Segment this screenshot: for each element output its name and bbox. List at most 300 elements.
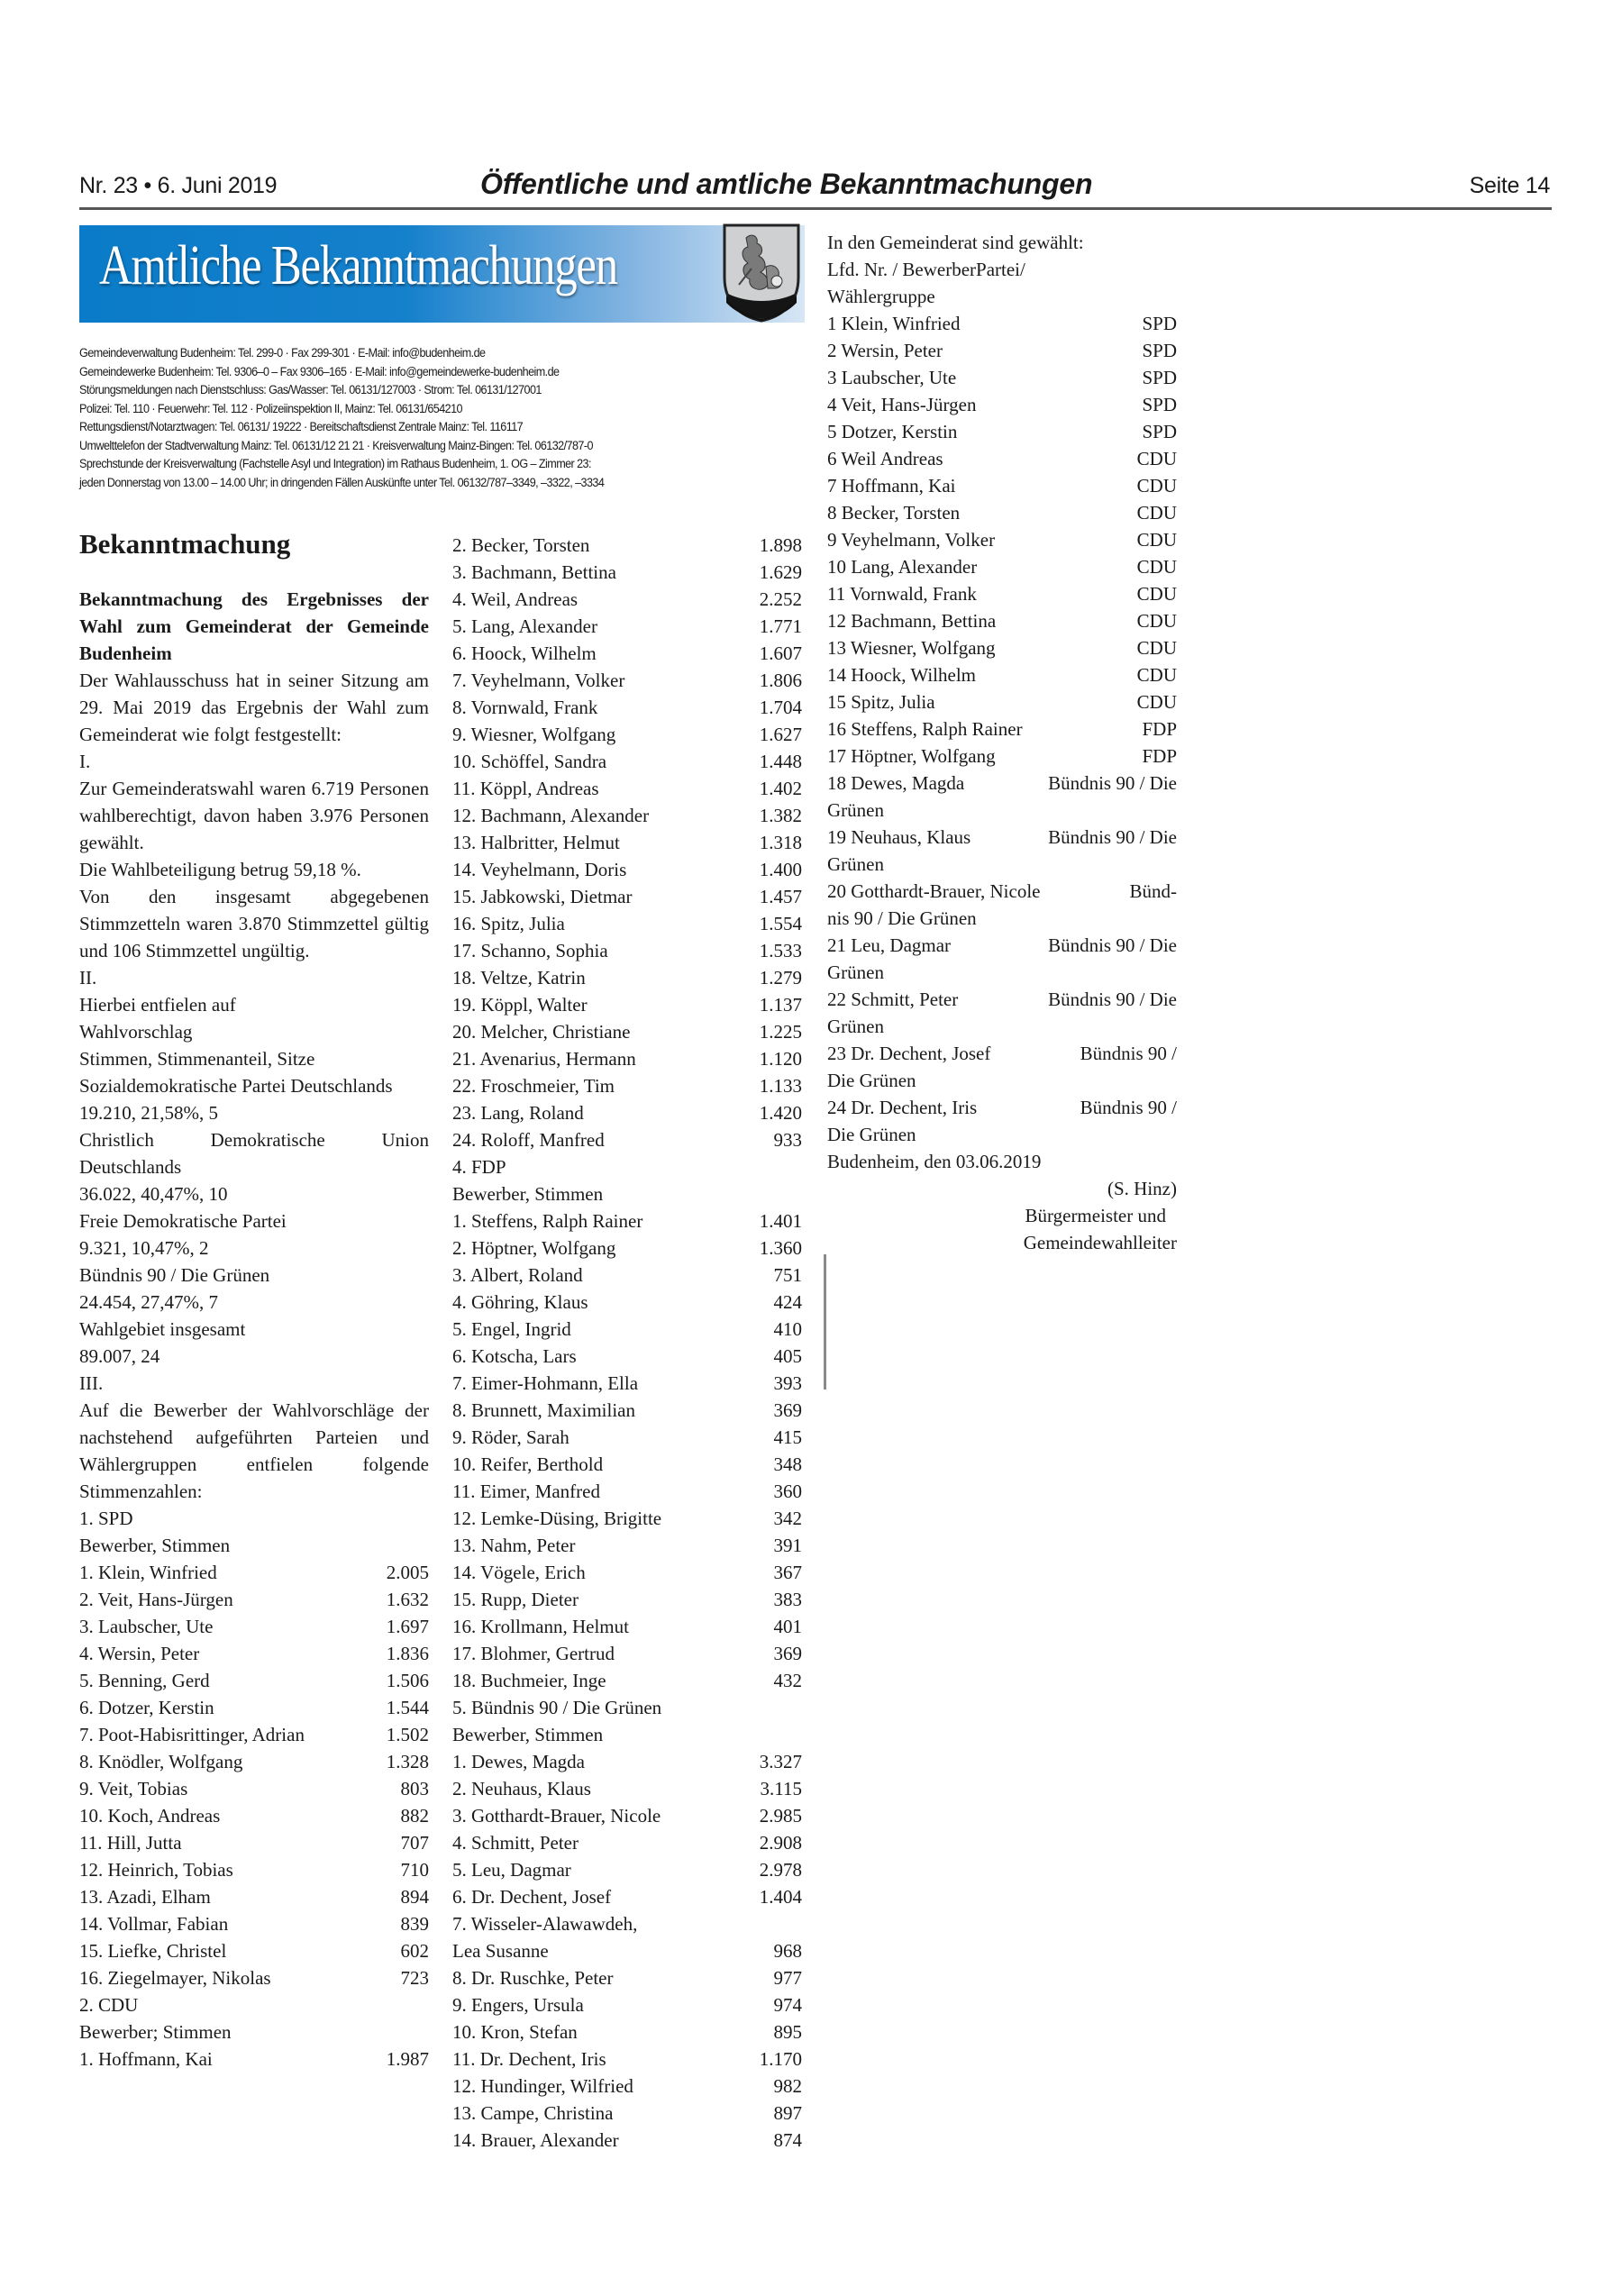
candidate-votes: 1.836 bbox=[386, 1643, 429, 1664]
elected-party: FDP bbox=[1142, 718, 1177, 740]
elected-name: 16 Steffens, Ralph Rainer bbox=[827, 718, 1023, 740]
candidate-votes: 803 bbox=[400, 1778, 429, 1799]
elected-list-gruene bbox=[827, 770, 1177, 1148]
candidate-row bbox=[452, 1451, 802, 1478]
candidate-votes: 1.502 bbox=[386, 1724, 429, 1745]
candidate-row bbox=[452, 640, 802, 667]
candidate-row bbox=[79, 1694, 429, 1721]
candidate-votes: 1.382 bbox=[759, 805, 802, 826]
candidate-votes: 1.987 bbox=[386, 2048, 429, 2070]
candidate-row bbox=[452, 1262, 802, 1289]
candidate-name: 13. Halbritter, Helmut bbox=[452, 832, 620, 853]
candidate-name: 4. Wersin, Peter bbox=[79, 1643, 200, 1664]
candidate-row bbox=[452, 1559, 802, 1586]
candidate-row bbox=[452, 1856, 802, 1883]
candidate-row bbox=[79, 1640, 429, 1667]
elected-party: CDU bbox=[1136, 529, 1177, 551]
candidate-name: 4. Weil, Andreas bbox=[452, 588, 579, 610]
candidate-name: 11. Eimer, Manfred bbox=[452, 1481, 600, 1502]
article-subheading: Bekanntmachung des Ergebnisses der Wahl zum Gemeinderat der Gemeinde Budenheim bbox=[79, 588, 429, 664]
candidate-row bbox=[79, 1829, 429, 1856]
candidate-row bbox=[79, 1613, 429, 1640]
section-2-label: II. bbox=[79, 967, 97, 989]
list-title: 4. FDP bbox=[452, 1156, 506, 1178]
candidate-votes: 1.420 bbox=[759, 1102, 802, 1124]
candidate-votes: 874 bbox=[773, 2129, 802, 2151]
candidate-row bbox=[79, 1721, 429, 1748]
candidate-votes: 710 bbox=[400, 1859, 429, 1881]
candidate-row bbox=[79, 1910, 429, 1937]
candidate-row bbox=[452, 802, 802, 829]
candidate-name: 17. Schanno, Sophia bbox=[452, 940, 608, 961]
candidate-row bbox=[79, 1937, 429, 1964]
article-intro: Der Wahlausschuss hat in seiner Sitzung am 29. Mai 2019 das Ergebnis der Wahl zum Gemeinderat wie folgt festgestellt: bbox=[79, 670, 429, 745]
section-3-label: III. bbox=[79, 1372, 104, 1394]
candidate-votes: 1.627 bbox=[759, 724, 802, 745]
candidate-name: 7. Eimer-Hohmann, Ella bbox=[452, 1372, 639, 1394]
candidate-row bbox=[452, 1207, 802, 1235]
elected-row bbox=[827, 715, 1177, 743]
party-name: Freie Demokratische Partei bbox=[79, 1210, 287, 1232]
elected-name: 18 Dewes, Magda bbox=[827, 772, 965, 794]
contact-line: Sprechstunde der Kreisverwaltung (Fachstelle Asyl und Integration) im Rathaus Budenheim, 1. OG – Zimmer 23: bbox=[79, 457, 591, 470]
candidate-name: 13. Campe, Christina bbox=[452, 2102, 614, 2124]
candidate-votes: 2.908 bbox=[759, 1832, 802, 1854]
candidate-name: 9. Röder, Sarah bbox=[452, 1426, 570, 1448]
candidate-row bbox=[452, 1397, 802, 1424]
elected-party-cont: Grünen bbox=[827, 961, 884, 983]
candidate-name: 22. Froschmeier, Tim bbox=[452, 1075, 615, 1097]
ballots-text: Von den insgesamt abgegebenen Stimmzetteln waren 3.870 Stimmzettel gültig und 106 Stimmzettel ungültig. bbox=[79, 886, 429, 961]
candidate-votes: 3.327 bbox=[759, 1751, 802, 1772]
candidate-votes: 367 bbox=[773, 1562, 802, 1583]
candidate-list-fdp bbox=[452, 1153, 802, 1694]
contact-line: Rettungsdienst/Notarztwagen: Tel. 06131/ 19222 · Bereitschaftsdienst Zentrale Mainz: Tel. 116117 bbox=[79, 420, 524, 433]
candidate-votes: 2.005 bbox=[386, 1562, 429, 1583]
candidate-name: 3. Laubscher, Ute bbox=[79, 1616, 214, 1637]
candidate-name: 15. Rupp, Dieter bbox=[452, 1589, 579, 1610]
candidate-row bbox=[452, 2045, 802, 2073]
elected-party: Bündnis 90 / bbox=[1080, 1043, 1177, 1064]
list-title: 1. SPD bbox=[79, 1508, 133, 1529]
candidate-votes: 1.704 bbox=[759, 697, 802, 718]
candidate-name: 3. Bachmann, Bettina bbox=[452, 561, 616, 583]
candidate-votes: 894 bbox=[400, 1886, 429, 1908]
candidate-votes: 1.544 bbox=[386, 1697, 429, 1718]
party-result bbox=[79, 1072, 429, 1126]
banner-title: Amtliche Bekanntmachungen bbox=[99, 235, 617, 296]
elected-row bbox=[827, 607, 1177, 634]
elected-row bbox=[827, 824, 1177, 851]
candidate-row bbox=[452, 1343, 802, 1370]
candidate-votes: 1.629 bbox=[759, 561, 802, 583]
candidate-row bbox=[452, 775, 802, 802]
candidate-name: 1. Dewes, Magda bbox=[452, 1751, 585, 1772]
elected-name: 23 Dr. Dechent, Josef bbox=[827, 1043, 991, 1064]
elected-name: 6 Weil Andreas bbox=[827, 448, 943, 469]
contact-info bbox=[79, 344, 800, 492]
elected-name: 9 Veyhelmann, Volker bbox=[827, 529, 996, 551]
candidate-name: 2. Veit, Hans-Jürgen bbox=[79, 1589, 233, 1610]
candidate-row bbox=[79, 1883, 429, 1910]
candidate-row bbox=[452, 2127, 802, 2154]
candidate-votes: 415 bbox=[773, 1426, 802, 1448]
candidate-votes: 1.120 bbox=[759, 1048, 802, 1070]
party-result bbox=[79, 1126, 429, 1207]
elected-party: SPD bbox=[1142, 313, 1177, 334]
elected-party: CDU bbox=[1136, 691, 1177, 713]
candidate-name: 10. Reifer, Berthold bbox=[452, 1453, 604, 1475]
elected-name: 3 Laubscher, Ute bbox=[827, 367, 957, 388]
candidate-votes: 1.806 bbox=[759, 670, 802, 691]
candidate-name: 16. Spitz, Julia bbox=[452, 913, 565, 934]
candidate-list-spd bbox=[79, 1505, 429, 1991]
candidate-votes: 1.170 bbox=[759, 2048, 802, 2070]
candidate-name: 12. Lemke-Düsing, Brigitte bbox=[452, 1508, 662, 1529]
elected-party: Bündnis 90 / bbox=[1080, 1097, 1177, 1118]
elected-name: 11 Vornwald, Frank bbox=[827, 583, 977, 605]
candidate-name: 17. Blohmer, Gertrud bbox=[452, 1643, 615, 1664]
article-heading: Bekanntmachung bbox=[79, 528, 291, 560]
candidate-votes: 1.225 bbox=[759, 1021, 802, 1043]
candidate-name: 4. Göhring, Klaus bbox=[452, 1291, 588, 1313]
candidate-row bbox=[452, 1018, 802, 1045]
candidate-row bbox=[452, 1478, 802, 1505]
candidate-votes: 1.533 bbox=[759, 940, 802, 961]
elected-party: CDU bbox=[1136, 475, 1177, 497]
candidate-name: 16. Ziegelmayer, Nikolas bbox=[79, 1967, 271, 1989]
candidate-votes: 839 bbox=[400, 1913, 429, 1935]
elected-name: 10 Lang, Alexander bbox=[827, 556, 978, 578]
elected-row bbox=[827, 743, 1177, 770]
candidate-votes: 1.554 bbox=[759, 913, 802, 934]
candidate-name: 8. Knödler, Wolfgang bbox=[79, 1751, 243, 1772]
candidate-votes: 1.697 bbox=[386, 1616, 429, 1637]
candidate-list-cdu-cont bbox=[452, 532, 802, 1153]
elected-name: 7 Hoffmann, Kai bbox=[827, 475, 956, 497]
elected-party: CDU bbox=[1136, 610, 1177, 632]
elected-name: 2 Wersin, Peter bbox=[827, 340, 943, 361]
elected-row bbox=[827, 878, 1177, 905]
candidate-name: 3. Albert, Roland bbox=[452, 1264, 583, 1286]
candidate-row bbox=[452, 1045, 802, 1072]
candidate-votes: 707 bbox=[400, 1832, 429, 1854]
list-title: 5. Bündnis 90 / Die Grünen bbox=[452, 1697, 662, 1718]
candidate-row bbox=[452, 2073, 802, 2100]
candidate-votes: 1.607 bbox=[759, 642, 802, 664]
elected-name: 15 Spitz, Julia bbox=[827, 691, 935, 713]
elected-name: 19 Neuhaus, Klaus bbox=[827, 826, 971, 848]
elected-party: CDU bbox=[1136, 556, 1177, 578]
candidate-votes: 968 bbox=[773, 1940, 802, 1962]
candidate-name: 23. Lang, Roland bbox=[452, 1102, 584, 1124]
candidate-row bbox=[452, 1289, 802, 1316]
elected-party: Bündnis 90 / Die bbox=[1048, 989, 1177, 1010]
elected-name: 24 Dr. Dechent, Iris bbox=[827, 1097, 978, 1118]
candidate-votes: 369 bbox=[773, 1399, 802, 1421]
candidate-votes: 1.328 bbox=[386, 1751, 429, 1772]
party-name: Sozialdemokratische Partei Deutschlands bbox=[79, 1075, 393, 1097]
elected-name: 22 Schmitt, Peter bbox=[827, 989, 959, 1010]
elected-party-cont: Grünen bbox=[827, 853, 884, 875]
candidate-name: 2. Neuhaus, Klaus bbox=[452, 1778, 591, 1799]
candidate-row bbox=[452, 1775, 802, 1802]
candidate-name: 5. Benning, Gerd bbox=[79, 1670, 210, 1691]
candidate-name: 10. Kron, Stefan bbox=[452, 2021, 578, 2043]
candidate-name: 2. Becker, Torsten bbox=[452, 534, 590, 556]
candidate-name: 13. Azadi, Elham bbox=[79, 1886, 211, 1908]
elected-party: CDU bbox=[1136, 637, 1177, 659]
section-1-label: I. bbox=[79, 751, 91, 772]
candidate-votes: 360 bbox=[773, 1481, 802, 1502]
candidate-row bbox=[452, 2100, 802, 2127]
candidate-row bbox=[452, 937, 802, 964]
candidate-name: 1. Steffens, Ralph Rainer bbox=[452, 1210, 643, 1232]
candidate-name: 12. Hundinger, Wilfried bbox=[452, 2075, 633, 2097]
candidate-row bbox=[452, 1613, 802, 1640]
turnout-text: Die Wahlbeteiligung betrug 59,18 %. bbox=[79, 859, 361, 880]
total-label: Wahlgebiet insgesamt bbox=[79, 1318, 246, 1340]
candidate-name: 18. Buchmeier, Inge bbox=[452, 1670, 606, 1691]
candidate-row bbox=[79, 1748, 429, 1775]
candidate-votes: 2.978 bbox=[759, 1859, 802, 1881]
candidate-votes: 897 bbox=[773, 2102, 802, 2124]
candidate-votes: 1.404 bbox=[759, 1886, 802, 1908]
candidate-votes: 1.137 bbox=[759, 994, 802, 1016]
signatory-role-2: Gemeindewahlleiter bbox=[1023, 1232, 1177, 1253]
candidate-name: 7. Poot-Habisrittinger, Adrian bbox=[79, 1724, 305, 1745]
candidate-votes: 982 bbox=[773, 2075, 802, 2097]
candidate-name: 21. Avenarius, Hermann bbox=[452, 1048, 636, 1070]
candidate-row bbox=[452, 1424, 802, 1451]
elected-row bbox=[827, 932, 1177, 959]
elected-row bbox=[827, 499, 1177, 526]
candidate-row bbox=[452, 532, 802, 559]
candidate-name: 1. Klein, Winfried bbox=[79, 1562, 217, 1583]
candidate-name: 15. Jabkowski, Dietmar bbox=[452, 886, 633, 907]
elected-list bbox=[827, 310, 1177, 770]
candidate-list-gruene bbox=[452, 1694, 802, 2154]
elected-name: 1 Klein, Winfried bbox=[827, 313, 961, 334]
elected-name: 13 Wiesner, Wolfgang bbox=[827, 637, 996, 659]
candidate-votes: 342 bbox=[773, 1508, 802, 1529]
elected-header-2: Wählergruppe bbox=[827, 286, 935, 307]
elected-party-cont: Die Grünen bbox=[827, 1070, 916, 1091]
candidate-name: 3. Gotthardt-Brauer, Nicole bbox=[452, 1805, 661, 1827]
candidate-name: 8. Dr. Ruschke, Peter bbox=[452, 1967, 614, 1989]
candidate-row bbox=[452, 1235, 802, 1262]
elected-party: Bündnis 90 / Die bbox=[1048, 934, 1177, 956]
candidate-row bbox=[452, 1883, 802, 1910]
list-header: Bewerber; Stimmen bbox=[79, 2021, 232, 2043]
candidate-votes: 1.360 bbox=[759, 1237, 802, 1259]
elected-party: Bündnis 90 / Die bbox=[1048, 772, 1177, 794]
issue-date: Nr. 23 • 6. Juni 2019 bbox=[79, 173, 278, 198]
candidate-row bbox=[452, 1829, 802, 1856]
candidate-row bbox=[452, 613, 802, 640]
column-3 bbox=[827, 229, 1177, 1256]
candidate-row bbox=[452, 991, 802, 1018]
party-votes: 19.210, 21,58%, 5 bbox=[79, 1102, 218, 1124]
candidate-name: 9. Wiesner, Wolfgang bbox=[452, 724, 616, 745]
candidate-name: 6. Dr. Dechent, Josef bbox=[452, 1886, 612, 1908]
column-2 bbox=[452, 532, 802, 2154]
elected-party-cont: Die Grünen bbox=[827, 1124, 916, 1145]
elected-row bbox=[827, 472, 1177, 499]
elected-row bbox=[827, 770, 1177, 797]
party-name: Christlich Demokratische Union Deutschlands bbox=[79, 1129, 429, 1178]
elected-row bbox=[827, 634, 1177, 661]
contact-line: Gemeindeverwaltung Budenheim: Tel. 299-0 · Fax 299-301 · E-Mail: info@budenheim.de bbox=[79, 346, 486, 360]
candidate-votes: 3.115 bbox=[760, 1778, 802, 1799]
elected-row bbox=[827, 661, 1177, 688]
elected-row bbox=[827, 445, 1177, 472]
candidate-votes: 974 bbox=[773, 1994, 802, 2016]
elected-row bbox=[827, 418, 1177, 445]
candidate-name: 10. Koch, Andreas bbox=[79, 1805, 221, 1827]
candidate-votes: 410 bbox=[773, 1318, 802, 1340]
candidate-row bbox=[452, 1099, 802, 1126]
candidate-name: 13. Nahm, Peter bbox=[452, 1535, 576, 1556]
candidate-row bbox=[452, 964, 802, 991]
eligibility-text: Zur Gemeinderatswahl waren 6.719 Personen wahlberechtigt, davon haben 3.976 Personen gewählt. bbox=[79, 778, 429, 853]
candidate-row bbox=[452, 694, 802, 721]
candidate-name: 14. Vollmar, Fabian bbox=[79, 1913, 229, 1935]
candidate-votes: 2.985 bbox=[759, 1805, 802, 1827]
candidate-name: 7. Wisseler-Alawawdeh, bbox=[452, 1913, 638, 1935]
candidate-name: 9. Veit, Tobias bbox=[79, 1778, 188, 1799]
candidate-votes: 369 bbox=[773, 1643, 802, 1664]
elected-name: 4 Veit, Hans-Jürgen bbox=[827, 394, 977, 415]
candidate-votes: 1.318 bbox=[759, 832, 802, 853]
candidate-name: 20. Melcher, Christiane bbox=[452, 1021, 631, 1043]
candidate-row bbox=[452, 883, 802, 910]
candidate-votes: 977 bbox=[773, 1967, 802, 1989]
candidate-votes: 751 bbox=[773, 1264, 802, 1286]
elected-party-cont: nis 90 / Die Grünen bbox=[827, 907, 977, 929]
candidate-row bbox=[452, 559, 802, 586]
candidate-name: 15. Liefke, Christel bbox=[79, 1940, 227, 1962]
list-header: Bewerber, Stimmen bbox=[452, 1183, 604, 1205]
candidate-name: 9. Engers, Ursula bbox=[452, 1994, 584, 2016]
candidate-row bbox=[452, 667, 802, 694]
candidate-name: 5. Lang, Alexander bbox=[452, 615, 597, 637]
elected-name: 21 Leu, Dagmar bbox=[827, 934, 952, 956]
list-header: Bewerber, Stimmen bbox=[452, 1724, 604, 1745]
candidate-votes: 1.400 bbox=[759, 859, 802, 880]
elected-row bbox=[827, 337, 1177, 364]
section-2-intro: Hierbei entfielen auf bbox=[79, 994, 236, 1016]
elected-party: SPD bbox=[1142, 340, 1177, 361]
elected-party-cont: Grünen bbox=[827, 799, 884, 821]
candidate-name: 11. Hill, Jutta bbox=[79, 1832, 182, 1854]
contact-line: Gemeindewerke Budenheim: Tel. 9306–0 – Fax 9306–165 · E-Mail: info@gemeindewerke-budenheim.de bbox=[79, 364, 560, 378]
candidate-name: 12. Heinrich, Tobias bbox=[79, 1859, 233, 1881]
candidate-votes: 393 bbox=[773, 1372, 802, 1394]
elected-party: CDU bbox=[1136, 583, 1177, 605]
candidate-row bbox=[452, 829, 802, 856]
elected-name: 14 Hoock, Wilhelm bbox=[827, 664, 976, 686]
contact-line: Polizei: Tel. 110 · Feuerwehr: Tel. 112 · Polizeiinspektion II, Mainz: Tel. 06131/654210 bbox=[79, 401, 462, 415]
candidate-votes: 1.448 bbox=[759, 751, 802, 772]
candidate-row bbox=[452, 1370, 802, 1397]
candidate-votes: 723 bbox=[400, 1967, 429, 1989]
candidate-row bbox=[452, 910, 802, 937]
candidate-name: 12. Bachmann, Alexander bbox=[452, 805, 650, 826]
candidate-row bbox=[452, 1586, 802, 1613]
candidate-votes: 1.133 bbox=[759, 1075, 802, 1097]
elected-party: SPD bbox=[1142, 421, 1177, 442]
party-result bbox=[79, 1207, 429, 1262]
candidate-row bbox=[79, 1559, 429, 1586]
contact-line: jeden Donnerstag von 13.00 – 14.00 Uhr; in dringenden Fällen Auskünfte unter Tel. 06132/787–3349, –3322, –3334 bbox=[79, 475, 605, 489]
candidate-row bbox=[452, 856, 802, 883]
place-date: Budenheim, den 03.06.2019 bbox=[827, 1151, 1042, 1172]
candidate-name: 11. Köppl, Andreas bbox=[452, 778, 599, 799]
elected-party: SPD bbox=[1142, 394, 1177, 415]
candidate-row bbox=[452, 1072, 802, 1099]
banner bbox=[79, 225, 805, 324]
candidate-row bbox=[79, 1667, 429, 1694]
candidate-row bbox=[79, 1775, 429, 1802]
candidate-votes: 1.632 bbox=[386, 1589, 429, 1610]
section-title: Öffentliche und amtliche Bekanntmachungen bbox=[480, 168, 1093, 200]
elected-name: 12 Bachmann, Bettina bbox=[827, 610, 997, 632]
section-3-intro: Auf die Bewerber der Wahlvorschläge der nachstehend aufgeführten Parteien und Wählergruppen entfielen folgende Stimmenzahlen: bbox=[79, 1399, 429, 1502]
elected-row bbox=[827, 1094, 1177, 1121]
elected-row bbox=[827, 391, 1177, 418]
candidate-name: 4. Schmitt, Peter bbox=[452, 1832, 579, 1854]
elected-party: Bündnis 90 / Die bbox=[1048, 826, 1177, 848]
candidate-name: 1. Hoffmann, Kai bbox=[79, 2048, 213, 2070]
signatory-role: Bürgermeister und bbox=[1025, 1205, 1166, 1226]
candidate-votes: 401 bbox=[773, 1616, 802, 1637]
candidate-name-cont: Lea Susanne bbox=[452, 1940, 549, 1962]
elected-row bbox=[827, 310, 1177, 337]
candidate-votes: 602 bbox=[400, 1940, 429, 1962]
candidate-name: 5. Engel, Ingrid bbox=[452, 1318, 571, 1340]
section-2-intro-2: Wahlvorschlag bbox=[79, 1021, 193, 1043]
candidate-votes: 1.898 bbox=[759, 534, 802, 556]
page-header bbox=[79, 168, 1552, 210]
candidate-row bbox=[452, 1126, 802, 1153]
candidate-name: 11. Dr. Dechent, Iris bbox=[452, 2048, 606, 2070]
elected-party: Bünd- bbox=[1129, 880, 1177, 902]
candidate-row bbox=[452, 1991, 802, 2018]
elected-party: CDU bbox=[1136, 502, 1177, 524]
candidate-row bbox=[79, 2045, 429, 2073]
elected-row bbox=[827, 526, 1177, 553]
elected-row bbox=[827, 580, 1177, 607]
candidate-votes: 1.506 bbox=[386, 1670, 429, 1691]
candidate-name: 2. Höptner, Wolfgang bbox=[452, 1237, 616, 1259]
page-number: Seite 14 bbox=[1469, 173, 1550, 198]
candidate-votes: 432 bbox=[773, 1670, 802, 1691]
elected-party: CDU bbox=[1136, 448, 1177, 469]
candidate-name: 5. Leu, Dagmar bbox=[452, 1859, 571, 1881]
candidate-name: 6. Dotzer, Kerstin bbox=[79, 1697, 214, 1718]
candidate-name: 19. Köppl, Walter bbox=[452, 994, 588, 1016]
candidate-row bbox=[79, 1586, 429, 1613]
elected-name: 5 Dotzer, Kerstin bbox=[827, 421, 958, 442]
elected-row bbox=[827, 1040, 1177, 1067]
party-votes: 9.321, 10,47%, 2 bbox=[79, 1237, 209, 1259]
candidate-name: 6. Hoock, Wilhelm bbox=[452, 642, 597, 664]
elected-name: 17 Höptner, Wolfgang bbox=[827, 745, 996, 767]
candidate-row bbox=[452, 721, 802, 748]
elected-party: SPD bbox=[1142, 367, 1177, 388]
elected-row bbox=[827, 553, 1177, 580]
